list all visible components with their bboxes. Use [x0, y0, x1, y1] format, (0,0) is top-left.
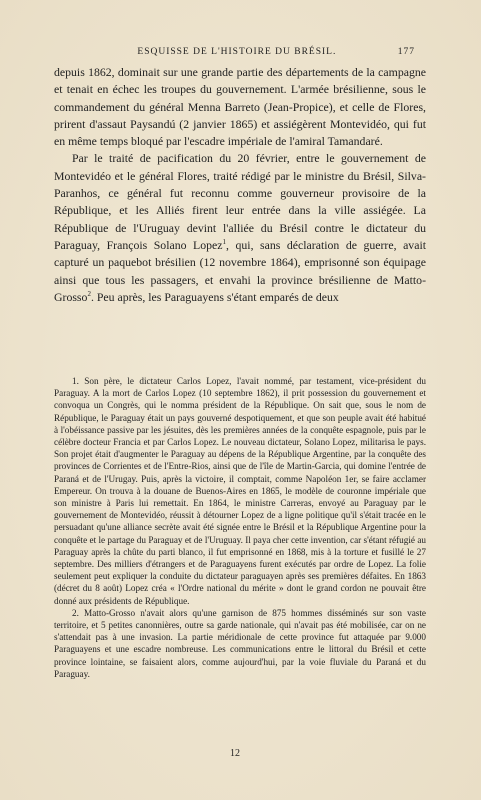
signature-mark: 12	[230, 748, 240, 759]
footnotes	[54, 375, 426, 680]
paragraph-2-part-b: , qui, sans déclaration de guerre, avait capturé un paquebot brésilien (12 novembre 1864), emprisonné son équipage ainsi que tous les passagers, et envahi la province brésilienne de Matto-Grosso	[54, 237, 426, 304]
paragraph-1: depuis 1862, dominait sur une grande partie des départements de la campagne et tenait en échec les troupes du gouvernement. L'armée brésilienne, sous le commandement du général Menna Barreto (Jean-Propice), et celle de Flores, prirent d'assaut Paysandú (2 janvier 1865) et assiégèrent Montevidéo, qui fut en même temps bloqué par l'escadre impériale de l'amiral Tamandaré.	[54, 65, 426, 149]
footnote-1: 1. Son père, le dictateur Carlos Lopez, l'avait nommé, par testament, vice-président du Paraguay. A la mort de Carlos Lopez (10 septembre 1862), il prit possession du gouvernement et convoqua un Congrès, qui le nomma président de la République. On sait que, sous le nom de République, le Paraguay était un pays gouverné despotiquement, et que son peuple avait été habitué à l'obéissance passive par les jésuites, dès les premières années de la conquête espagnole, puis par le célèbre docteur Francia et par Carlos Lopez. Le nouveau dictateur, Solano Lopez, militarisa le pays. Son projet était d'augmenter le Paraguay au dépens de la République Argentine, par la conquête des provinces de Corrientes et de l'Entre-Rios, ainsi que de l'île de Martin-Garcia, qui domine l'entrée de Paraná et de l'Urugay. Puis, après la victoire, il comptait, comme Napoléon 1er, se faire acclamer Empereur. On trouva à la douane de Buenos-Aires en 1865, le modèle de couronne impériale que son ministre à Paris lui remettait. En 1864, le ministre Carreras, envoyé au Paraguay par le gouvernement de Montevidéo, réussit à détourner Lopez de a ligne politique qu'il s'était tracée en le persuadant qu'une alliance secrète avait été signée entre le Brésil et la République Argentine pour la conquête et le partage du Paraguay et de l'Uruguay. Il paya cher cette invention, car s'étant réfugié au Paraguay après la chûte du parti blanco, il fut emprisonné en 1868, mis à la torture et fusillé le 27 septembre. Des milliers d'étrangers et de Paraguayens furent exécutés par ordre de Lopez. La folie seulement peut expliquer la conduite du dictateur paraguayen après ses premières défaites. En 1863 (décret du 8 août) Lopez créa « l'Ordre national du mérite » dont le grand cordon ne pouvait être donné aux présidents de République.	[54, 376, 426, 606]
running-title: ESQUISSE DE L'HISTOIRE DU BRÉSIL.	[137, 47, 337, 57]
footnote-2: 2. Matto-Grosso n'avait alors qu'une garnison de 875 hommes disséminés sur son vaste territoire, et 5 petites canonnières, outre sa garde nationale, qui n'avait pas été mobilisée, car on ne s'attendait pas à une invasion. La partie méridionale de cette province fut attaquée par 9.000 Paraguayens et une escadre nombreuse. Les communications entre le littoral du Brésil et cette province lointaine, se faisaient alors, comme aujourd'hui, par la voie fluviale du Paraná et du Paraguay.	[54, 607, 426, 679]
paragraph-2-part-c: . Peu après, les Paraguayens s'étant emparés de deux	[90, 289, 339, 304]
running-header	[56, 47, 415, 57]
main-text	[54, 64, 426, 306]
footnote-ref-2: 2	[87, 289, 91, 298]
paragraph-2-part-a: Par le traité de pacification du 20 février, entre le gouvernement de Montevidéo et le général Flores, traité rédigé par le ministre du Brésil, Silva-Paranhos, ce général fut reconnu comme gouverneur provisoire de la République, et les Alliés firent leur entrée dans la ville assiégée. La République de l'Uruguay devint l'alliée du Brésil contre le dictateur du Paraguay, François Solano Lopez	[54, 151, 426, 252]
page-number: 177	[397, 47, 415, 57]
footnote-ref-1: 1	[222, 238, 227, 247]
paragraph-2	[54, 150, 426, 306]
